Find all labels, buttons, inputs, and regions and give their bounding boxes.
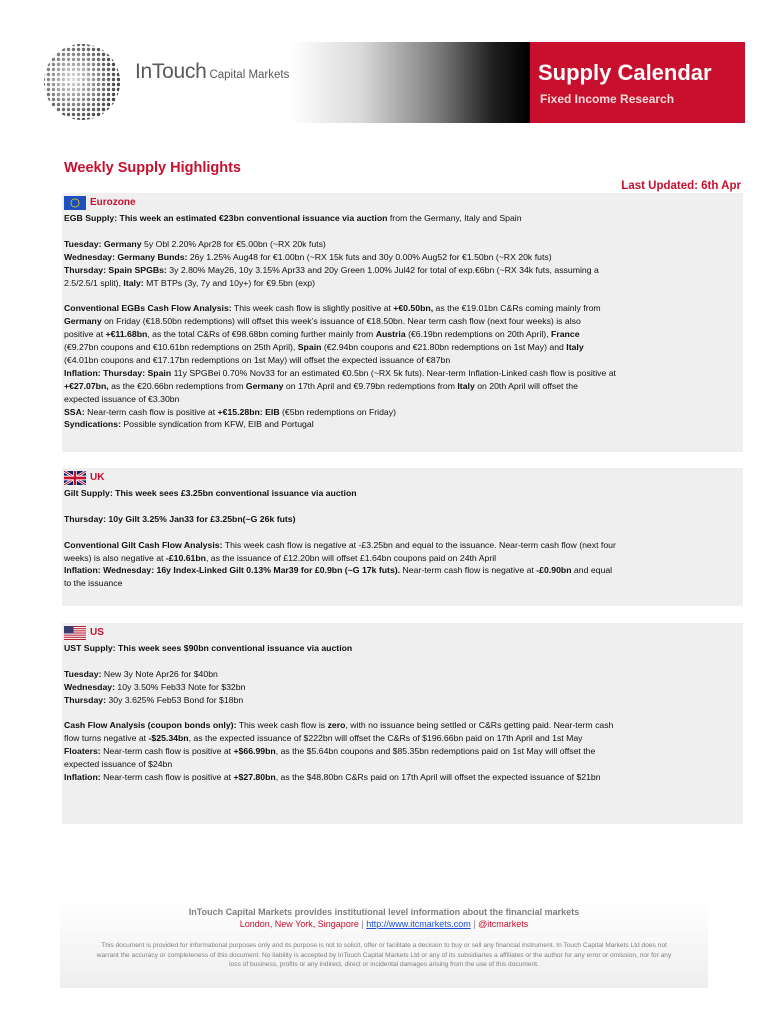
text-run: 10y 3.50% Feb33 Note for $32bn <box>115 681 246 692</box>
page-title: Weekly Supply Highlights <box>64 160 241 176</box>
text-line <box>64 745 740 758</box>
report-title: Supply Calendar <box>538 60 712 85</box>
bold-text-run: Cash Flow Analysis (coupon bonds only): <box>64 720 237 731</box>
text-line <box>64 212 740 225</box>
text-line <box>64 513 740 526</box>
text-run: Near-term cash flow is positive at <box>100 772 234 783</box>
bold-text-run: SSA: <box>64 406 85 417</box>
blank-line <box>64 500 740 513</box>
bold-text-run: Tuesday: <box>64 668 102 679</box>
text-run: 30y 3.625% Feb53 Bond for $18bn <box>106 694 244 705</box>
text-line <box>64 694 740 707</box>
section-body <box>64 487 740 590</box>
bold-text-run: -$25.34bn <box>148 733 189 744</box>
region-label: Eurozone <box>90 196 136 208</box>
text-line <box>64 251 740 264</box>
text-line <box>64 341 740 354</box>
footer-locations: London, New York, Singapore <box>239 919 359 929</box>
company-logo-text <box>135 60 289 84</box>
text-run: 3y 2.80% May26, 10y 3.15% Apr33 and 20y Green 1.00% Jul42 for total of exp.€6bn (~RX 34k futs, assuming a <box>166 264 599 275</box>
bold-text-run: Italy: <box>123 277 144 288</box>
text-run: to the issuance <box>64 578 123 589</box>
bold-text-run: Italy <box>566 342 584 353</box>
blank-line <box>64 526 740 539</box>
text-line <box>64 668 740 681</box>
text-run: (€6.19bn redemptions on 20th April), <box>405 329 552 340</box>
bold-text-run: +€15.28bn: EIB <box>217 406 280 417</box>
bold-text-run: Syndications: <box>64 419 121 430</box>
text-run: on Friday (€18.50bn redemptions) will offset this week’s issuance of €18.50bn. Near term cash flow (next four weeks) is also <box>101 316 581 327</box>
bold-text-run: EGB Supply: This week an estimated €23bn conventional issuance via auction <box>64 213 388 223</box>
bold-text-run: Thursday: 10y Gilt 3.25% Jan33 for £3.25bn(~G 26k futs) <box>64 513 296 524</box>
bold-text-run: Inflation: <box>64 772 101 783</box>
bold-text-run: UST Supply: This week sees $90bn conventional issuance via auction <box>64 643 353 653</box>
text-line <box>64 732 740 745</box>
bold-text-run: Wednesday: <box>64 681 116 692</box>
bold-text-run: Thursday: Spain SPGBs: <box>64 264 167 275</box>
bold-text-run: +€27.07bn, <box>64 380 109 391</box>
blank-line <box>64 289 740 302</box>
footer-website-link[interactable]: http://www.itcmarkets.com <box>366 919 471 929</box>
bold-text-run: Inflation: Thursday: Spain <box>64 367 172 378</box>
text-run: Possible syndication from KFW, EIB and Portugal <box>120 419 314 430</box>
section-uk <box>62 468 743 606</box>
text-line <box>64 264 740 277</box>
text-run: , as the issuance of £12.20bn will offset £1.64bn coupons paid on 24th April <box>205 552 497 563</box>
bold-text-run: Wednesday: Germany Bunds: <box>64 251 188 262</box>
bold-text-run: Conventional EGBs Cash Flow Analysis: <box>64 303 232 314</box>
bold-text-run: Floaters: <box>64 746 101 757</box>
text-run: on 20th April will offset the <box>474 380 578 391</box>
bold-text-run: Thursday: <box>64 694 106 705</box>
logo-main-text: InTouch <box>135 60 207 83</box>
globe-logo-icon <box>36 42 128 134</box>
section-header <box>64 195 740 211</box>
text-line <box>64 719 740 732</box>
footer-separator: | <box>361 919 364 929</box>
text-run: expected issuance of €3.30bn <box>64 393 180 404</box>
text-run: from the Germany, Italy and Spain <box>387 213 522 223</box>
bold-text-run: +€11.68bn <box>105 329 148 340</box>
text-line <box>64 406 740 419</box>
text-line <box>64 487 740 500</box>
text-line <box>64 642 740 655</box>
text-run: weeks) is also negative at <box>64 552 166 563</box>
text-run: Near-term cash flow is positive at <box>84 406 218 417</box>
text-line <box>64 552 740 565</box>
section-body <box>64 642 740 784</box>
bold-text-run: France <box>551 329 580 340</box>
text-run: Near-term cash flow is positive at <box>100 746 234 757</box>
region-label: US <box>90 626 104 638</box>
text-run: (€9.27bn coupons and €10.61bn redemptions on 25th April), <box>64 342 298 353</box>
text-line <box>64 393 740 406</box>
footer-twitter-handle[interactable]: @itcmarkets <box>478 919 529 929</box>
text-run: This week cash flow is negative at -£3.25bn and equal to the issuance. Near-term cash flow (next four <box>222 539 616 550</box>
region-label: UK <box>90 471 105 483</box>
blank-line <box>64 655 740 668</box>
text-line <box>64 681 740 694</box>
bold-text-run: zero <box>327 720 346 731</box>
bold-text-run: +$27.80bn <box>233 772 276 783</box>
text-run: (€4.01bn coupons and €17.17bn redemptions on 1st May) will offset the expected issuance of €87bn <box>64 354 451 365</box>
text-line <box>64 564 740 577</box>
text-run: , as the $48.80bn C&Rs paid on 17th April will offset the expected issuance of $21bn <box>275 772 601 783</box>
blank-line <box>64 225 740 238</box>
last-updated-label: Last Updated: 6th Apr <box>621 180 741 192</box>
text-line <box>64 277 740 290</box>
text-run: flow turns negative at <box>64 733 149 744</box>
text-run: Near-term cash flow is negative at <box>400 565 537 576</box>
section-body <box>64 212 740 431</box>
text-run: positive at <box>64 329 106 340</box>
text-line <box>64 354 740 367</box>
footer-tagline: InTouch Capital Markets provides institutional level information about the financial markets <box>188 907 580 917</box>
text-run: This week cash flow is slightly positive at <box>231 303 394 314</box>
text-line <box>64 302 740 315</box>
bold-text-run: +$66.99bn <box>233 746 276 757</box>
bold-text-run: Italy <box>457 380 475 391</box>
bold-text-run: Germany <box>245 380 284 391</box>
uk-flag-icon <box>64 471 86 485</box>
text-line <box>64 328 740 341</box>
bold-text-run: -£0.90bn <box>536 565 572 576</box>
text-run: as the €19.01bn C&Rs coming mainly from <box>433 303 601 314</box>
footer-disclaimer: This document is provided for informational purposes only and its purpose is not to solicit, offer or facilitate a decision to buy or sell any financial instrument. In Touch Capital Markets Ltd does not warrant the accuracy or completeness of this document. No liability is accepted by InTouch Capital Markets Ltd or any of its subsidiaries a affiliates or the author for any error or omission, nor for any loss of business, profits or any indirect, direct or incidental damages arising from the use of this document. <box>96 942 672 968</box>
text-run: 2.5/2.5/1 split), <box>64 277 124 288</box>
text-run: 26y 1.25% Aug48 for €1.00bn (~RX 15k futs and 30y 0.00% Aug52 for €1.50bn (~RX 20k futs) <box>187 251 552 262</box>
text-line <box>64 577 740 590</box>
section-us <box>62 623 743 824</box>
text-line <box>64 367 740 380</box>
report-subtitle: Fixed Income Research <box>540 92 675 106</box>
text-line <box>64 771 740 784</box>
text-run: This week cash flow is <box>236 720 328 731</box>
text-line <box>64 539 740 552</box>
text-run: , as the expected issuance of $222bn will offset the C&Rs of $196.66bn paid on 17th April and 1st May <box>188 733 583 744</box>
page-footer <box>60 902 708 988</box>
section-eurozone <box>62 193 743 452</box>
blank-line <box>64 707 740 720</box>
text-line <box>64 315 740 328</box>
text-run: New 3y Note Apr26 for $40bn <box>101 668 218 679</box>
text-run: MT BTPs (3y, 7y and 10y+) for €9.5bn (exp) <box>143 277 316 288</box>
logo-sub-text: Capital Markets <box>209 69 290 81</box>
eu-flag-icon <box>64 196 86 210</box>
us-flag-icon <box>64 626 86 640</box>
bold-text-run: Austria <box>375 329 406 340</box>
text-run: , with no issuance being settled or C&Rs getting paid. Near-term cash <box>345 720 614 731</box>
bold-text-run: Conventional Gilt Cash Flow Analysis: <box>64 539 223 550</box>
footer-contact-line <box>60 919 708 929</box>
text-run: expected issuance of $24bn <box>64 759 173 770</box>
bold-text-run: -£10.61bn <box>165 552 206 563</box>
text-line <box>64 238 740 251</box>
text-line <box>64 418 740 431</box>
header-gradient-band <box>290 42 530 123</box>
section-header <box>64 470 740 486</box>
bold-text-run: Germany <box>64 316 102 327</box>
bold-text-run: Tuesday: Germany <box>64 238 142 249</box>
text-line <box>64 758 740 771</box>
bold-text-run: +€0.50bn, <box>393 303 434 314</box>
text-run: on 17th April and €9.79bn redemptions from <box>283 380 458 391</box>
footer-separator: | <box>473 919 476 929</box>
text-run: 5y Obl 2.20% Apr28 for €5.00bn (~RX 20k futs) <box>141 238 326 249</box>
text-run: , as the $5.64bn coupons and $85.35bn redemptions paid on 1st May will offset the <box>275 746 596 757</box>
text-line <box>64 380 740 393</box>
text-run: , as the total C&Rs of €98.68bn coming further mainly from <box>147 329 376 340</box>
section-header <box>64 625 740 641</box>
text-run: (€5bn redemptions on Friday) <box>279 406 396 417</box>
bold-text-run: Inflation: Wednesday: 16y Index-Linked Gilt 0.13% Mar39 for £0.9bn (~G 17k futs). <box>64 565 401 576</box>
text-run: (€2.94bn coupons and €21.80bn redemptions on 1st May) and <box>321 342 567 353</box>
report-header <box>0 42 745 123</box>
text-run: 11y SPGBei 0.70% Nov33 for an estimated €0.5bn (~RX 5k futs). Near-term Inflation-Linked cash flow is positive at <box>171 367 616 378</box>
text-run: as the €20.66bn redemptions from <box>108 380 246 391</box>
text-run: and equal <box>571 565 613 576</box>
bold-text-run: Spain <box>297 342 322 353</box>
bold-text-run: Gilt Supply: This week sees £3.25bn conventional issuance via auction <box>64 488 357 498</box>
